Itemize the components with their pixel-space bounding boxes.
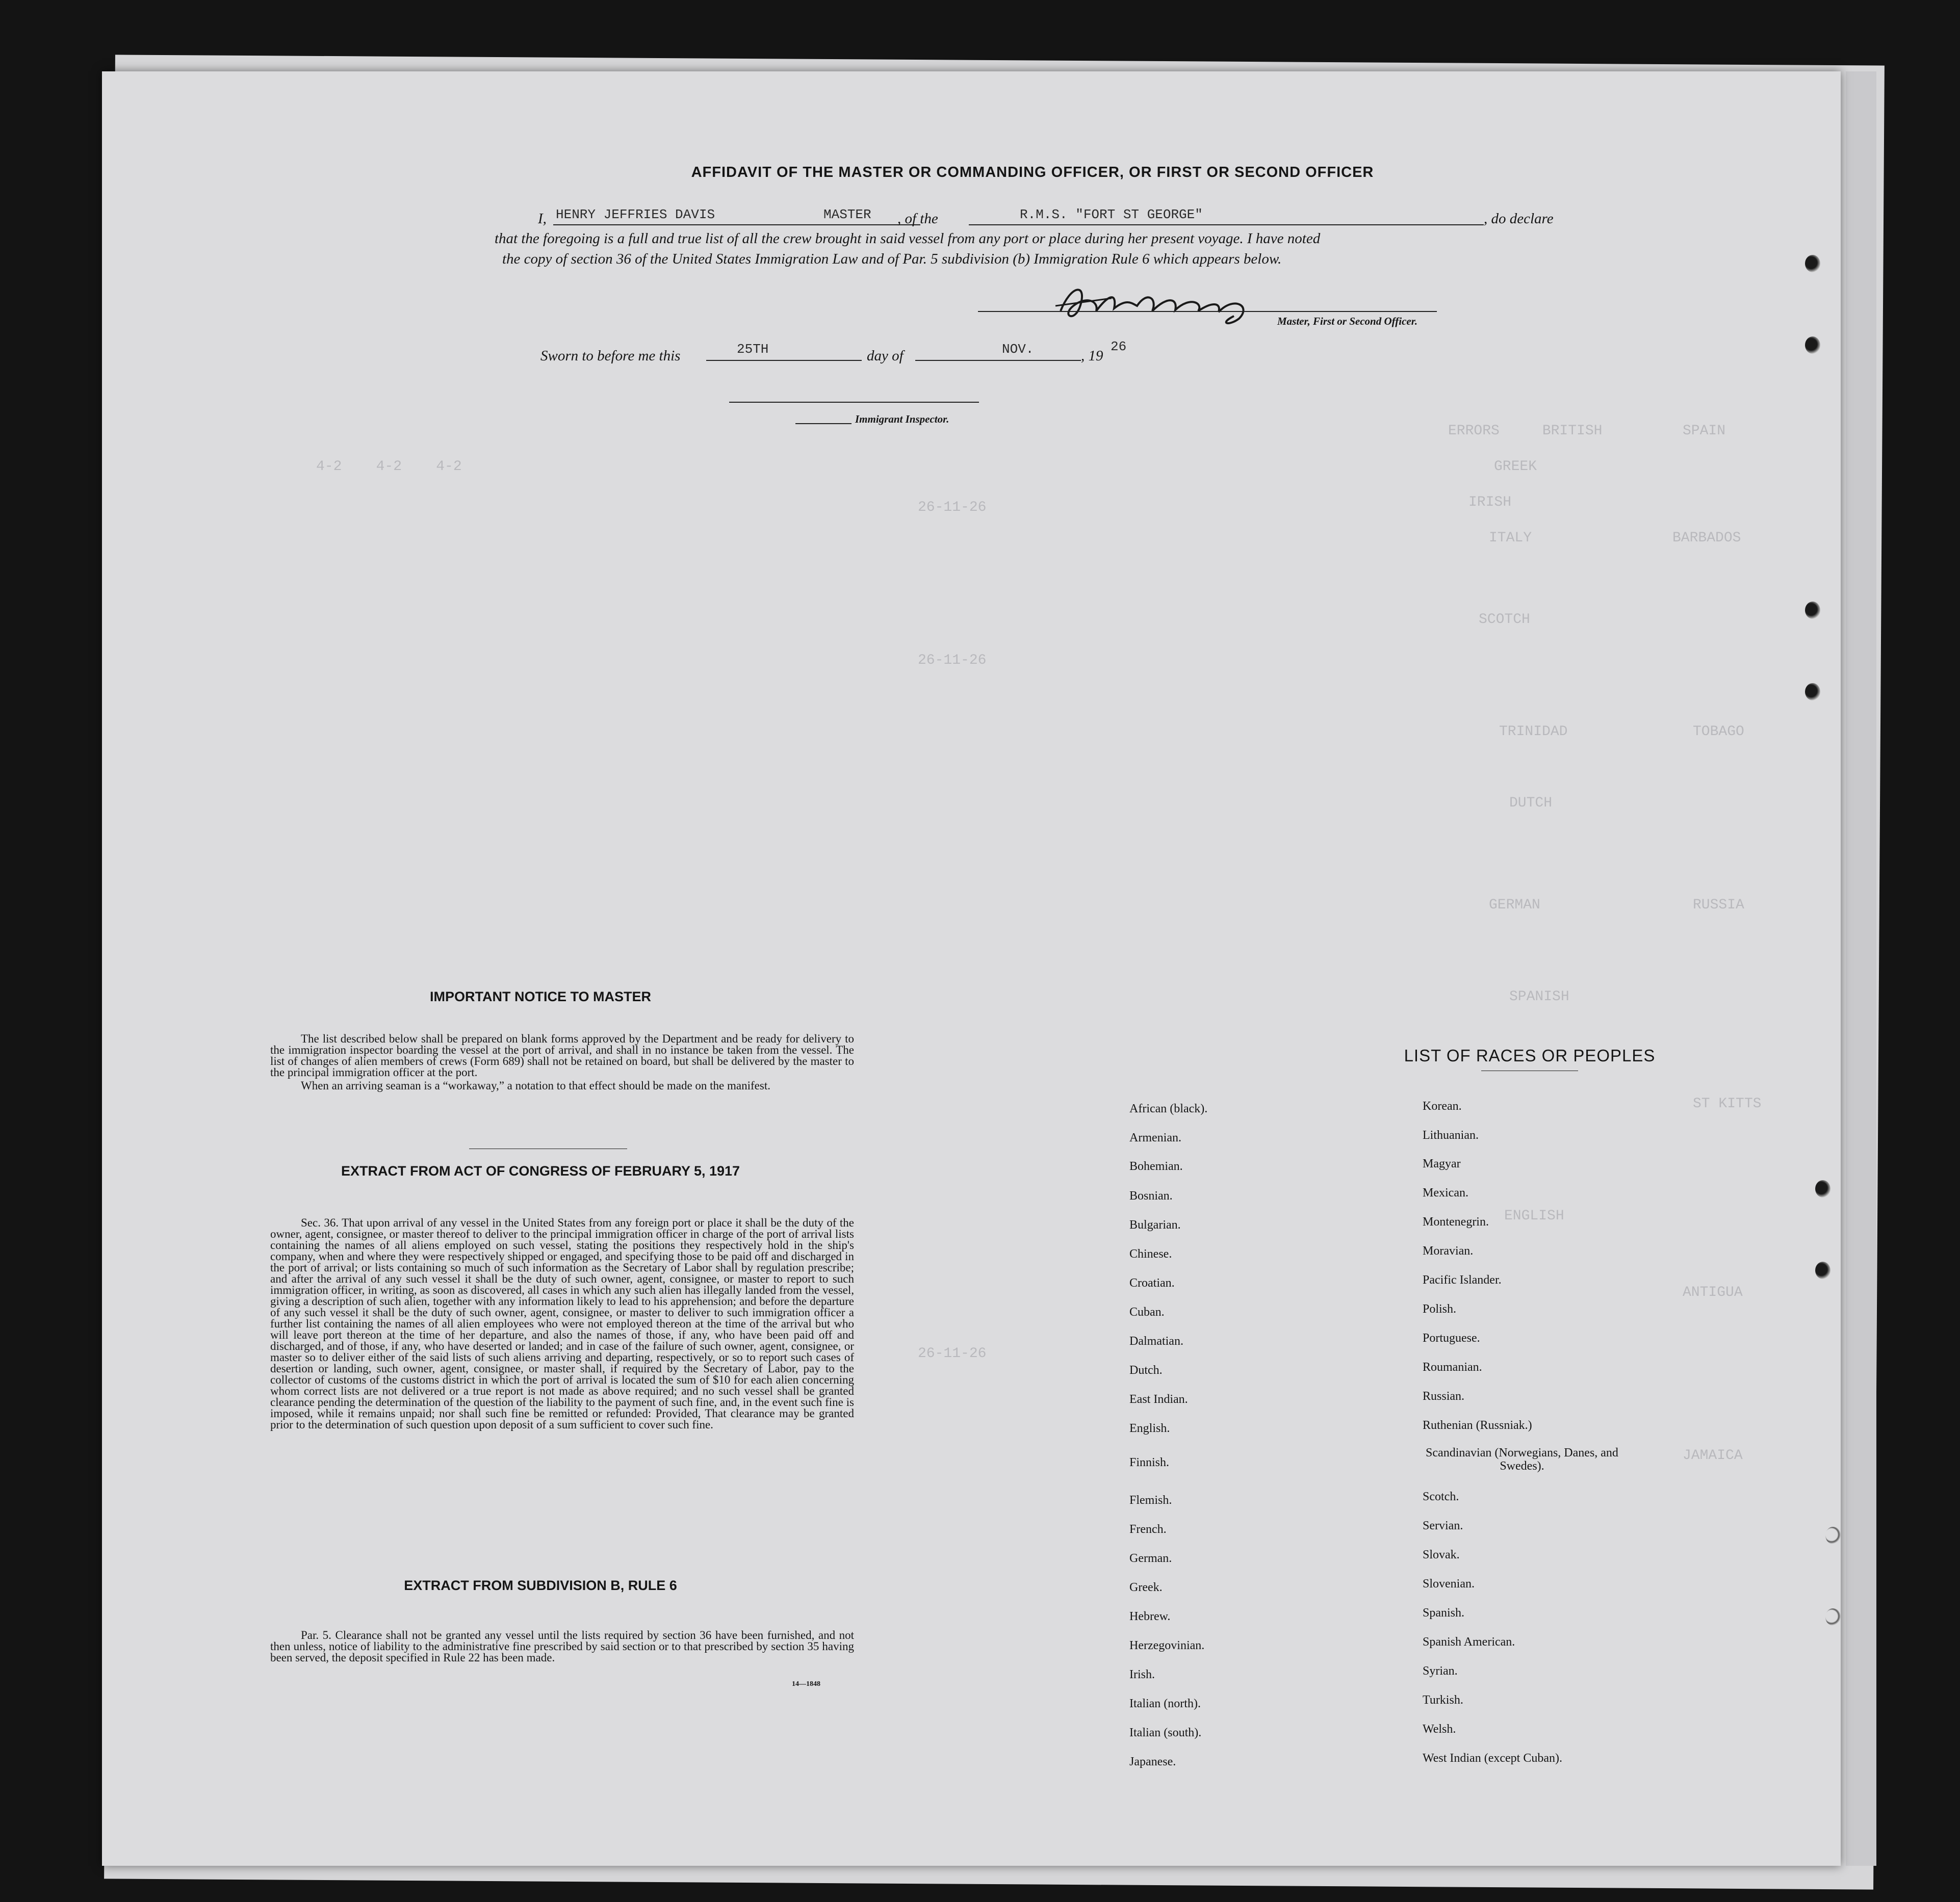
race-item: Croatian. (1129, 1276, 1175, 1290)
punch-hole (1815, 1180, 1830, 1197)
race-item: Mexican. (1423, 1186, 1468, 1200)
race-item: African (black). (1129, 1102, 1208, 1115)
punch-hole (1805, 602, 1820, 619)
race-item: Lithuanian. (1423, 1129, 1479, 1142)
notice-paragraph-2: When an arriving seaman is a “workaway,” a notation to that effect should be made on the manifest. (301, 1079, 770, 1092)
declaration-line-2: that the foregoing is a full and true list of all the crew brought in said vessel from any port or place during her present voyage. I have noted (495, 230, 1321, 247)
act-extract-body (270, 1217, 854, 1430)
punch-hole (1825, 1527, 1841, 1544)
race-item: Scotch. (1423, 1490, 1459, 1503)
race-item: East Indian. (1129, 1393, 1188, 1406)
rule-extract-title: EXTRACT FROM SUBDIVISION B, RULE 6 (404, 1578, 677, 1593)
race-item: Korean. (1423, 1100, 1462, 1113)
race-item: Spanish American. (1423, 1635, 1515, 1649)
race-item: West Indian (except Cuban). (1423, 1752, 1562, 1765)
race-item: Slovak. (1423, 1548, 1460, 1561)
notice-title: IMPORTANT NOTICE TO MASTER (430, 989, 651, 1004)
race-item: Armenian. (1129, 1131, 1181, 1144)
name-underline (553, 224, 920, 225)
race-item: Hebrew. (1129, 1610, 1171, 1623)
race-item: Turkish. (1423, 1693, 1463, 1707)
race-item: Cuban. (1129, 1306, 1165, 1319)
year-suffix: 26 (1111, 339, 1127, 354)
race-item: Ruthenian (Russniak.) (1423, 1419, 1532, 1432)
rule-extract-body (270, 1630, 854, 1663)
race-item: Russian. (1423, 1390, 1465, 1403)
notice-body (270, 1033, 854, 1091)
race-item: Flemish. (1129, 1494, 1172, 1507)
punch-hole (1805, 683, 1820, 700)
signature-label: Master, First or Second Officer. (1277, 315, 1417, 327)
race-item: Slovenian. (1423, 1577, 1475, 1591)
race-item: Italian (north). (1129, 1697, 1201, 1710)
race-item: Pacific Islander. (1423, 1273, 1502, 1287)
race-item: Scandinavian (Norwegians, Danes, and Swedes). (1426, 1446, 1618, 1473)
vessel-underline (969, 224, 1484, 225)
officer-rank: MASTER (823, 207, 871, 222)
notice-paragraph-1: The list described below shall be prepared on blank forms approved by the Department and be ready for delivery to the immigration inspector boarding the vessel at the port of arrival, and shall in no instance be taken from the vessel. The list of changes of alien members of crews (Form 689) shall not be retained on board, but shall be delivered by the master to the principal immigration officer at the port. (270, 1032, 854, 1079)
act-extract-text: Sec. 36. That upon arrival of any vessel in the United States from any foreign port or place it shall be the duty of the owner, agent, consignee, or master thereof to deliver to the principal immigration officer in charge of the port of arrival lists containing the names of all aliens employed on such vessel, stating the positions they respectively hold in the ship's company, when and where they were respectively shipped or engaged, and specifying those to be paid off and discharged in the port of arrival; or lists containing so much of such information as the Secretary of Labor shall by regulation prescribe; and after the arrival of any such vessel it shall be the duty of such owner, agent, consignee, or master to report to such immigration officer, in writing, as soon as discovered, all cases in which any such alien has illegally landed from the vessel, giving a description of such alien, together with any information likely to lead to his apprehension; and before the departure of any such vessel it shall be the duty of such owner, agent, consignee, or master to deliver to such immigration officer a further list containing the names of all alien employees who were not employed thereon at the time of the arrival but who will leave port thereon at the time of her departure, and also the names of those, if any, who have been paid off and discharged, and of those, if any, who have deserted or landed; and in case of the failure of such owner, agent, consignee, or master so to deliver either of the said lists of such aliens arriving and departing, respectively, or so to report such cases of desertion or landing, such owner, agent, consignee, or master shall, if required by the Secretary of Labor, pay to the collector of customs of the customs district in which the port of arrival is located the sum of $10 for each alien concerning whom correct lists are not delivered or a true report is not made as above required; and no such vessel shall be granted clearance pending the determination of the question of the liability to the payment of such fine, and, in the event such fine is imposed, while it remains unpaid; nor shall such fine be remitted or refunded: Provided, That clearance may be granted prior to the determination of such question upon deposit of a sum sufficient to cover such fine. (270, 1216, 854, 1431)
act-extract-title: EXTRACT FROM ACT OF CONGRESS OF FEBRUARY 5, 1917 (341, 1163, 740, 1179)
affidavit-title: AFFIDAVIT OF THE MASTER OR COMMANDING OFFICER, OR FIRST OR SECOND OFFICER (691, 164, 1374, 180)
sworn-day-underline (706, 360, 862, 361)
signature-line (978, 311, 1437, 312)
race-item: Irish. (1129, 1668, 1155, 1681)
races-title: LIST OF RACES OR PEOPLES (1404, 1046, 1656, 1065)
race-item: Italian (south). (1129, 1726, 1202, 1739)
year-prefix: , 19 (1081, 348, 1103, 364)
race-item: Portuguese. (1423, 1332, 1480, 1345)
race-item: Bohemian. (1129, 1160, 1183, 1173)
vessel-name: R.M.S. "FORT ST GEORGE" (1020, 207, 1203, 222)
right-page-edge (1846, 71, 1876, 1866)
race-item: Spanish. (1423, 1606, 1465, 1620)
race-item: English. (1129, 1422, 1170, 1435)
punch-hole (1805, 336, 1820, 354)
race-item: Dalmatian. (1129, 1335, 1183, 1348)
declaration-prefix: I, (538, 211, 547, 227)
master-signature (1050, 275, 1265, 331)
sworn-month: NOV. (1002, 342, 1034, 357)
document-page: ERRORS BRITISH GREEK IRISH ITALY SCOTCH TRINIDAD DUTCH GERMAN SPANISH ENGLISH SPAIN BARBADOS TOBAGO RUSSIA ST KITTS ANTIGUA JAMAICA 4-2 4-2 4-2 26-11-26 26-11-26 26-11-26 AFFIDAVIT OF THE MASTER OR COMMANDING OFFICER, OR FIRST OR SECOND OFFICER I, HENRY JEFFRIES DAVIS MASTER , of the R.M.S. "FORT ST GEORGE" , do declare that the foregoing is a full and true list of all the crew brought in said vessel from any port or place during her present voyage. I have noted the copy of section 36 of the United States Immigration Law and of Par. 5 subdivision (b) Immigration Rule 6 which appears below. Master, First or Second Officer. Sworn to before me this 25TH day of NOV. , 19 26 Immigrant Inspector. IMPORTANT NOTICE TO MASTER The list described below shall be prepared on blank forms approved by the Department and be ready for delivery to the immigration inspector boarding the vessel at the port of arrival, and shall in no instance be taken from the vessel. The list of changes of alien members of crews (Form 689) shall not be retained on board, but shall be delivered by the master to the principal immigration officer at the port. When an arriving seaman is a “workaway,” a notation to that effect should be made on the manifest. EXTRACT FROM ACT OF CONGRESS OF FEBRUARY 5, 1917 Sec. 36. That upon arrival of any vessel in the United States from any foreign port or place it shall be the duty of the owner, agent, consignee, or master thereof to deliver to the principal immigration officer in charge of the port of arrival lists containing the names of all aliens employed on such vessel, stating the positions they respectively hold in the ship's company, when and where they were respectively shipped or engaged, and specifying those to be paid off and discharged in the port of arrival; or lists containing so much of such information as the Secretary of Labor shall by regulation prescribe; and after the arrival of any such vessel it shall be the duty of such owner, agent, consignee, or master to report to such immigration officer, in writing, as soon as discovered, all cases in which any such alien has illegally landed from the vessel, giving a description of such alien, together with any information likely to lead to his apprehension; and before the departure of any such vessel it shall be the duty of such owner, agent, consignee, or master to deliver to such immigration officer a further list containing the names of all alien employees who were not employed thereon at the time of the arrival but who will leave port thereon at the time of her departure, and also the names of those, if any, who have been paid off and discharged, and of those, if any, who have deserted or landed; and in case of the failure of such owner, agent, consignee, or master so to deliver either of the said lists of such aliens arriving and departing, respectively, or so to report such cases of desertion or landing, such owner, agent, consignee, or master shall, if required by the Secretary of Labor, pay to the collector of customs of the customs district in which the port of arrival is located the sum of $10 for each alien concerning whom correct lists are not delivered or a true report is not made as above required; and no such vessel shall be granted clearance pending the determination of the question of the liability to the payment of such fine, and, in the event such fine is imposed, while it remains unpaid; nor shall such fine be remitted or refunded: Provided, That clearance may be granted prior to the determination of such question upon deposit of a sum sufficient to cover such fine. EXTRACT FROM SUBDIVISION B, RULE 6 Par. 5. Clearance shall not be granted any vessel until the lists required by section 36 have been furnished, and not then unless, notice of liability to the administrative fine prescribed by said section or to that prescribed by section 35 having been served, the deposit specified in Rule 22 has been made. 14—1848 LIST OF RACES OR PEOPLES African (black). Armenian. Bohemian. Bosnian. Bulgarian. Chinese. Croatian. Cuban. Dalmatian. Dutch. East Indian. English. Finnish. Flemish. French. German. Greek. Hebrew. Herzegovinian. Irish. Italian (north). Italian (south). Japanese. Korean. Lithuanian. Magyar Mexican. Montenegrin. Moravian. Pacific Islander. Polish. Portuguese. Roumanian. Russian. Ruthenian (Russniak.) Scandinavian (Norwegians, Danes, and Swedes). Scotch. Servian. Slovak. Slovenian. Spanish. Spanish American. Syrian. Turkish. Welsh. West Indian (except Cuban). (102, 71, 1841, 1866)
sworn-month-underline (915, 360, 1081, 361)
day-of-label: day of (867, 348, 904, 364)
rule-extract-text: Par. 5. Clearance shall not be granted any vessel until the lists required by section 36 have been furnished, and not then unless, notice of liability to the administrative fine prescribed by said section or to that prescribed by section 35 having been served, the deposit specified in Rule 22 has been made. (270, 1629, 854, 1664)
race-item: Bosnian. (1129, 1189, 1173, 1203)
race-item: French. (1129, 1523, 1167, 1536)
do-declare-label: , do declare (1484, 211, 1554, 227)
race-item: Montenegrin. (1423, 1215, 1489, 1229)
punch-hole (1805, 255, 1820, 272)
officer-name: HENRY JEFFRIES DAVIS (556, 207, 715, 222)
race-item: Japanese. (1129, 1755, 1176, 1768)
race-item: Finnish. (1129, 1456, 1170, 1469)
race-item: Magyar (1423, 1157, 1461, 1170)
inspector-label-line (795, 423, 852, 424)
race-item: German. (1129, 1552, 1172, 1565)
race-item: Greek. (1129, 1581, 1163, 1594)
race-item: Herzegovinian. (1129, 1639, 1205, 1652)
sworn-day: 25TH (737, 342, 769, 357)
race-item: Chinese. (1129, 1247, 1172, 1261)
race-item: Servian. (1423, 1519, 1463, 1532)
declaration-line-3: the copy of section 36 of the United States Immigration Law and of Par. 5 subdivision (b) Immigration Rule 6 which appears below. (502, 251, 1282, 267)
race-item: Moravian. (1423, 1244, 1474, 1258)
inspector-label: Immigrant Inspector. (855, 413, 949, 425)
form-number: 14—1848 (792, 1680, 820, 1688)
race-item: Syrian. (1423, 1664, 1458, 1678)
race-item: Bulgarian. (1129, 1218, 1181, 1232)
punch-hole (1825, 1608, 1841, 1626)
of-the-label: , of the (897, 211, 938, 227)
inspector-signature-line (729, 402, 979, 403)
race-item: Roumanian. (1423, 1361, 1482, 1374)
punch-hole (1815, 1262, 1830, 1279)
race-item: Dutch. (1129, 1364, 1163, 1377)
race-item: Welsh. (1423, 1723, 1456, 1736)
sworn-prefix: Sworn to before me this (540, 348, 681, 364)
race-item: Polish. (1423, 1302, 1457, 1316)
